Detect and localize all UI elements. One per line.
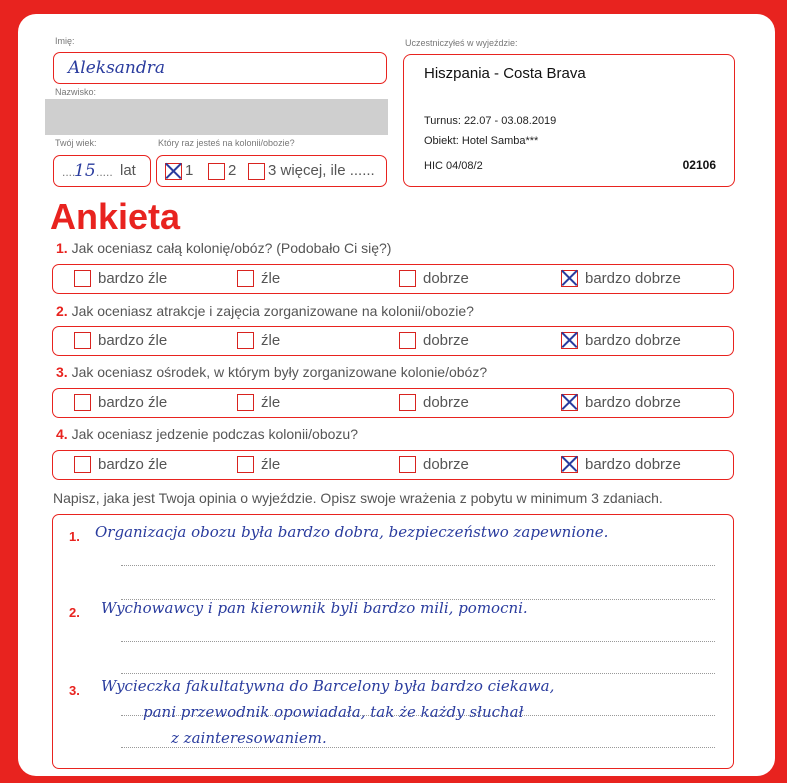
q1-option-dobrze: dobrze <box>423 270 469 287</box>
q4-option-zle: źle <box>261 456 281 473</box>
opinion-3-line-3: z zainteresowaniem. <box>171 729 327 747</box>
q1-checkbox-dobrze[interactable] <box>399 270 416 287</box>
q3-option-bardzo-zle: bardzo źle <box>98 394 168 411</box>
q4-checkbox-dobrze[interactable] <box>399 456 416 473</box>
trip-turnus: Turnus: 22.07 - 03.08.2019 <box>424 115 557 127</box>
q1-option-bardzo-zle: bardzo źle <box>98 270 168 287</box>
survey-title: Ankieta <box>50 196 181 237</box>
opinion-1-line-1: Organizacja obozu była bardzo dobra, bezpieczeństwo zapewnione. <box>95 523 609 541</box>
q4-option-bardzo-dobrze: bardzo dobrze <box>585 456 681 473</box>
opinion-box[interactable] <box>52 514 734 769</box>
ruled-line <box>121 673 715 674</box>
imie-label: Imię: <box>55 36 75 46</box>
question-3-num: 3. <box>56 364 68 380</box>
kolonia-checkbox-1[interactable] <box>165 163 182 180</box>
opinion-3-line-2: pani przewodnik opowiadała, tak że każdy słuchał <box>143 703 524 721</box>
q3-checkbox-bardzo-zle[interactable] <box>74 394 91 411</box>
question-3-answers <box>52 388 734 418</box>
question-4-answers <box>52 450 734 480</box>
trip-code: HIC 04/08/2 <box>424 160 483 172</box>
question-1 <box>56 240 391 256</box>
q4-checkbox-bardzo-zle[interactable] <box>74 456 91 473</box>
trip-number: 02106 <box>682 158 716 172</box>
wiek-unit: lat <box>120 162 136 179</box>
q1-checkbox-bardzo-zle[interactable] <box>74 270 91 287</box>
q1-option-zle: źle <box>261 270 281 287</box>
q3-option-bardzo-dobrze: bardzo dobrze <box>585 394 681 411</box>
q4-option-dobrze: dobrze <box>423 456 469 473</box>
q3-option-zle: źle <box>261 394 281 411</box>
kolonia-option-3: 3 więcej, ile ...... <box>268 162 375 179</box>
opinion-3-num: 3. <box>69 683 80 698</box>
opinion-3-line-1: Wycieczka fakultatywna do Barcelony była bardzo ciekawa, <box>101 677 555 695</box>
q3-option-dobrze: dobrze <box>423 394 469 411</box>
question-2-answers <box>52 326 734 356</box>
imie-field[interactable] <box>53 52 387 84</box>
survey-sheet <box>18 14 775 776</box>
q1-checkbox-zle[interactable] <box>237 270 254 287</box>
q2-option-dobrze: dobrze <box>423 332 469 349</box>
trip-obiekt: Obiekt: Hotel Samba*** <box>424 135 539 147</box>
question-4-text: Jak oceniasz jedzenie podczas kolonii/obozu? <box>71 426 358 442</box>
q2-checkbox-bardzo-dobrze[interactable] <box>561 332 578 349</box>
ruled-line <box>121 641 715 642</box>
kolonia-option-2: 2 <box>228 162 237 179</box>
question-3-text: Jak oceniasz ośrodek, w którym były zorganizowane kolonie/obóz? <box>71 364 488 380</box>
q2-option-zle: źle <box>261 332 281 349</box>
q3-checkbox-dobrze[interactable] <box>399 394 416 411</box>
q2-checkbox-zle[interactable] <box>237 332 254 349</box>
imie-value: Aleksandra <box>68 58 166 78</box>
opinion-prompt: Napisz, jaka jest Twoja opinia o wyjeździe. Opisz swoje wrażenia z pobytu w minimum 3 zdaniach. <box>53 490 663 506</box>
opinion-1-num: 1. <box>69 529 80 544</box>
opinion-2-num: 2. <box>69 605 80 620</box>
wyjazd-label: Uczestniczyłeś w wyjeździe: <box>405 38 518 48</box>
question-4 <box>56 426 358 442</box>
question-1-num: 1. <box>56 240 68 256</box>
wiek-dots: .... <box>62 165 76 179</box>
q2-checkbox-bardzo-zle[interactable] <box>74 332 91 349</box>
opinion-2-line-1: Wychowawcy i pan kierownik byli bardzo mili, pomocni. <box>101 599 528 617</box>
trip-destination: Hiszpania - Costa Brava <box>424 65 586 82</box>
kolonia-label: Który raz jesteś na kolonii/obozie? <box>158 138 295 148</box>
q3-checkbox-bardzo-dobrze[interactable] <box>561 394 578 411</box>
kolonia-field <box>156 155 387 187</box>
wiek-field[interactable] <box>53 155 151 187</box>
question-3 <box>56 364 487 380</box>
trip-info-box <box>403 54 735 187</box>
q4-checkbox-zle[interactable] <box>237 456 254 473</box>
ruled-line <box>121 747 715 748</box>
q2-option-bardzo-zle: bardzo źle <box>98 332 168 349</box>
question-1-text: Jak oceniasz całą kolonię/obóz? (Podobało Ci się?) <box>71 240 392 256</box>
kolonia-checkbox-3[interactable] <box>248 163 265 180</box>
q4-option-bardzo-zle: bardzo źle <box>98 456 168 473</box>
q3-checkbox-zle[interactable] <box>237 394 254 411</box>
question-4-num: 4. <box>56 426 68 442</box>
question-2 <box>56 303 474 319</box>
kolonia-option-1: 1 <box>185 162 194 179</box>
question-2-num: 2. <box>56 303 68 319</box>
q1-checkbox-bardzo-dobrze[interactable] <box>561 270 578 287</box>
q2-checkbox-dobrze[interactable] <box>399 332 416 349</box>
q2-option-bardzo-dobrze: bardzo dobrze <box>585 332 681 349</box>
nazwisko-label: Nazwisko: <box>55 87 97 97</box>
wiek-label: Twój wiek: <box>55 138 97 148</box>
question-2-text: Jak oceniasz atrakcje i zajęcia zorganizowane na kolonii/obozie? <box>71 303 474 319</box>
kolonia-checkbox-2[interactable] <box>208 163 225 180</box>
q4-checkbox-bardzo-dobrze[interactable] <box>561 456 578 473</box>
nazwisko-redacted <box>45 99 388 135</box>
wiek-dots-2: ..... <box>96 165 113 179</box>
q1-option-bardzo-dobrze: bardzo dobrze <box>585 270 681 287</box>
ruled-line <box>121 565 715 566</box>
wiek-value: 15 <box>74 161 96 181</box>
question-1-answers <box>52 264 734 294</box>
